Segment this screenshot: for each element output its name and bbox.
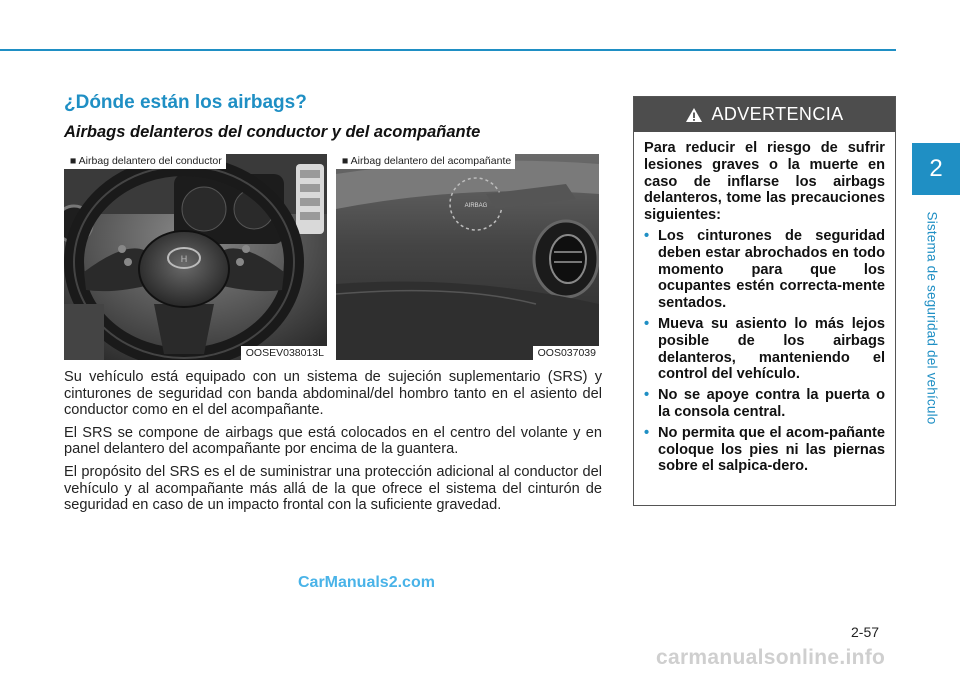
paragraph: Su vehículo está equipado con un sistema de sujeción suplementario (SRS) y cinturones de seguridad con banda abdominal/del hombro tanto en el asiento del conductor como en el del acompañante. [64,369,602,419]
bullet-icon: • [644,315,650,332]
body-text [64,369,602,520]
figure-code: OOSEV038013L [241,346,327,360]
warning-intro: Para reducir el riesgo de sufrir lesiones graves o la muerte en caso de inflarse los airbags delanteros, tome las precauciones siguientes: [644,140,885,224]
chapter-tab: 2 [912,143,960,195]
bullet-icon: • [644,387,650,404]
bullet-icon: • [644,424,650,441]
figure-code: OOS037039 [533,346,599,360]
driver-airbag-photo [64,154,327,360]
chapter-title: Sistema de seguridad del vehículo [924,211,940,425]
warning-list [644,228,885,475]
figure-caption: ■ Airbag delantero del acompañante [336,154,515,169]
warning-item: • No se apoye contra la puerta o la consola central. [644,387,885,420]
page-number: 2-57 [851,624,880,640]
warning-icon [685,107,703,123]
warning-item: • No permita que el acom-pañante coloque los pies ni las piernas sobre el salpica-dero. [644,424,885,475]
svg-text:H: H [180,254,188,264]
warning-title: ADVERTENCIA [711,104,844,124]
passenger-airbag-photo [336,154,599,360]
svg-text:AIRBAG: AIRBAG [464,203,488,209]
figure-caption: ■ Airbag delantero del conductor [64,154,226,169]
subsection-title: Airbags delanteros del conductor y del acompañante [64,123,481,141]
paragraph: El propósito del SRS es el de suministrar una protección adicional al conductor del vehículo y al acompañante más allá de la que ofrece el sistema del cinturón de seguridad en caso de un impacto frontal con la suficiente gravedad. [64,463,602,514]
warning-header [634,97,895,132]
header-rule [0,49,896,51]
warning-body [634,132,895,475]
bullet-icon: • [644,227,650,244]
warning-item: • Los cinturones de seguridad deben estar abrochados en todo momento para que los ocupantes estén correcta-mente sentados. [644,227,885,312]
footer-watermark: carmanualsonline.info [656,646,886,669]
dashboard-image [336,154,599,360]
warning-item: • Mueva su asiento lo más lejos posible de los airbags delanteros, manteniendo el control del vehículo. [644,315,885,383]
section-title: ¿Dónde están los airbags? [64,92,307,113]
warning-box [633,96,896,506]
paragraph: El SRS se compone de airbags que está colocados en el centro del volante y en panel delantero del acompañante por encima de la guantera. [64,424,602,458]
steering-wheel-image [64,154,327,360]
watermark-link[interactable]: CarManuals2.com [298,574,435,591]
